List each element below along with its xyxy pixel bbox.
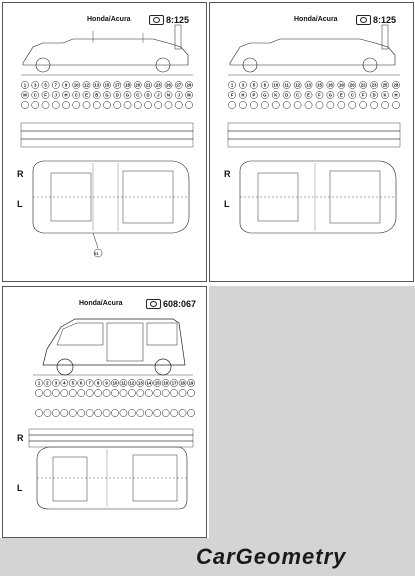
point-marker	[283, 101, 290, 108]
point-label: D	[285, 92, 289, 98]
point-marker	[381, 101, 388, 108]
point-marker	[69, 409, 76, 416]
point-marker	[155, 101, 162, 108]
point-marker	[52, 101, 59, 108]
point-marker	[103, 389, 110, 396]
point-label: F	[44, 92, 47, 98]
point-marker	[250, 101, 257, 108]
point-label: 17	[114, 82, 120, 88]
point-marker	[145, 409, 152, 416]
point-marker	[338, 101, 345, 108]
point-marker	[62, 101, 69, 108]
point-label: 19	[188, 380, 194, 386]
point-marker	[305, 101, 312, 108]
point-marker	[61, 409, 68, 416]
point-label: B	[95, 92, 99, 98]
point-marker	[171, 409, 178, 416]
point-label: H	[64, 92, 68, 98]
point-label: J	[54, 92, 57, 98]
point-label: G	[105, 92, 109, 98]
point-label: 17	[171, 380, 177, 386]
point-marker	[137, 409, 144, 416]
right-label: R	[224, 169, 231, 179]
point-label: 20	[135, 82, 141, 88]
point-label: 5	[71, 380, 74, 386]
page-title: Honda/Acura	[87, 16, 131, 23]
point-marker	[103, 101, 110, 108]
point-marker	[61, 389, 68, 396]
point-label: C	[136, 92, 140, 98]
point-marker	[171, 389, 178, 396]
point-label: 13	[137, 380, 143, 386]
page-title: Honda/Acura	[294, 16, 338, 23]
point-label: 10	[273, 82, 279, 88]
point-label: P	[252, 92, 256, 98]
point-label: 3	[241, 82, 245, 88]
point-marker	[134, 101, 141, 108]
point-label: 11	[121, 380, 126, 386]
point-marker	[124, 101, 131, 108]
point-label: 26	[166, 82, 171, 88]
point-marker	[162, 389, 169, 396]
point-label: 9	[105, 380, 108, 386]
point-marker	[86, 409, 93, 416]
point-label: 20	[349, 82, 355, 88]
brand-logo: CarGeometry	[196, 544, 347, 569]
point-marker	[137, 389, 144, 396]
point-marker	[179, 389, 186, 396]
point-marker	[111, 409, 118, 416]
point-marker	[327, 101, 334, 108]
point-marker	[52, 389, 59, 396]
point-marker	[144, 101, 151, 108]
point-marker	[32, 101, 39, 108]
point-label: G	[263, 92, 267, 98]
empty-panel-bottom-right	[209, 286, 415, 538]
point-label: 3	[34, 82, 37, 88]
point-label: E	[85, 92, 88, 98]
left-label: L	[224, 199, 230, 209]
point-marker	[154, 389, 161, 396]
point-label: 12	[295, 82, 300, 88]
point-label: 27	[176, 82, 182, 88]
point-marker	[35, 389, 42, 396]
point-label: 14	[146, 380, 152, 386]
left-label: L	[17, 199, 23, 209]
point-label: 6	[80, 380, 83, 386]
point-label: 5	[44, 82, 47, 88]
point-label: 18	[180, 380, 185, 386]
diagram-page-3	[2, 286, 207, 538]
van-diagram	[3, 287, 207, 538]
point-marker	[86, 389, 93, 396]
point-label: M	[187, 92, 191, 98]
point-marker	[154, 409, 161, 416]
point-label: 21	[145, 82, 151, 88]
underbody-diagram	[3, 3, 207, 282]
point-label: 28	[393, 82, 399, 88]
point-label: F	[230, 92, 234, 98]
point-label: C	[350, 92, 354, 98]
point-label: 9	[64, 82, 68, 88]
point-marker	[78, 389, 85, 396]
point-marker	[128, 389, 135, 396]
point-marker	[95, 389, 102, 396]
point-label: 12	[129, 380, 135, 386]
left-label: L	[17, 483, 23, 493]
point-marker	[360, 101, 367, 108]
point-label: K	[383, 92, 387, 98]
point-label: C	[33, 92, 37, 98]
point-label: 13	[306, 82, 311, 88]
point-marker	[349, 101, 356, 108]
point-marker	[392, 101, 399, 108]
point-label: 4	[63, 380, 66, 386]
point-marker	[69, 389, 76, 396]
point-marker	[44, 389, 51, 396]
right-label: R	[17, 169, 24, 179]
point-marker	[128, 409, 135, 416]
point-label: 1	[37, 380, 41, 386]
point-marker	[42, 101, 49, 108]
point-label: 1	[23, 82, 27, 88]
point-marker	[261, 101, 268, 108]
callout-label: 23	[94, 251, 99, 256]
point-label: H	[394, 92, 398, 98]
point-label: 23	[155, 82, 161, 88]
point-marker	[35, 409, 42, 416]
point-label: 19	[338, 82, 344, 88]
point-marker	[175, 101, 182, 108]
point-label: 15	[154, 380, 160, 386]
point-label: 16	[328, 82, 333, 88]
point-label: 8	[263, 82, 266, 88]
point-label: 11	[284, 82, 289, 88]
point-label: 10	[112, 380, 118, 386]
point-label: 22	[360, 82, 366, 88]
point-label: G	[328, 92, 333, 98]
point-marker	[185, 101, 192, 108]
point-marker	[187, 389, 194, 396]
point-label: E	[307, 92, 310, 98]
point-label: J	[177, 92, 180, 98]
point-marker	[228, 101, 235, 108]
point-marker	[187, 409, 194, 416]
point-label: 2	[46, 380, 49, 386]
point-label: C	[296, 92, 300, 98]
point-marker	[165, 101, 172, 108]
point-label: E	[339, 92, 343, 98]
point-label: G	[125, 92, 130, 98]
point-marker	[162, 409, 169, 416]
point-marker	[272, 101, 279, 108]
page-code: 608:067	[163, 299, 197, 309]
page-title: Honda/Acura	[79, 300, 123, 307]
point-marker	[316, 101, 323, 108]
point-marker	[103, 409, 110, 416]
point-marker	[52, 409, 59, 416]
point-label: 12	[84, 82, 89, 88]
point-label: D	[372, 92, 376, 98]
point-label: F	[361, 92, 365, 98]
point-marker	[93, 101, 100, 108]
point-label: N	[166, 92, 171, 98]
point-marker	[120, 409, 127, 416]
point-label: 7	[54, 82, 57, 88]
point-marker	[73, 101, 80, 108]
point-marker	[114, 101, 121, 108]
point-marker	[21, 101, 28, 108]
point-label: C	[74, 92, 78, 98]
point-label: 7	[88, 380, 91, 386]
point-label: 3	[54, 380, 58, 386]
point-marker	[239, 101, 246, 108]
point-marker	[120, 389, 127, 396]
point-marker	[179, 409, 186, 416]
point-label: 16	[163, 380, 169, 386]
point-marker	[111, 389, 118, 396]
point-label: 15	[104, 82, 110, 88]
right-label: R	[17, 433, 24, 443]
point-label: 15	[317, 82, 322, 88]
diagram-page-1	[2, 2, 207, 282]
point-label: K	[274, 92, 278, 98]
diagram-page-2	[209, 2, 414, 282]
point-label: 18	[125, 82, 130, 88]
point-marker	[371, 101, 378, 108]
point-label: 10	[73, 82, 79, 88]
point-label: 29	[186, 82, 192, 88]
page-code: 8:125	[166, 15, 190, 25]
underbody-diagram	[210, 3, 414, 282]
point-marker	[83, 101, 90, 108]
point-label: J	[157, 92, 160, 98]
point-marker	[44, 409, 51, 416]
point-label: 13	[94, 82, 100, 88]
point-label: M	[23, 92, 27, 98]
point-label: 5	[252, 82, 256, 88]
point-marker	[294, 101, 301, 108]
point-label: 23	[371, 82, 377, 88]
point-label: D	[146, 92, 150, 98]
point-label: H	[241, 92, 245, 98]
point-label: D	[115, 92, 119, 98]
point-marker	[145, 389, 152, 396]
point-label: 8	[96, 380, 100, 386]
point-label: 1	[230, 82, 234, 88]
point-marker	[78, 409, 85, 416]
page-code: 8:125	[373, 15, 397, 25]
point-label: F	[318, 92, 321, 98]
point-label: 25	[382, 82, 388, 88]
point-marker	[95, 409, 102, 416]
